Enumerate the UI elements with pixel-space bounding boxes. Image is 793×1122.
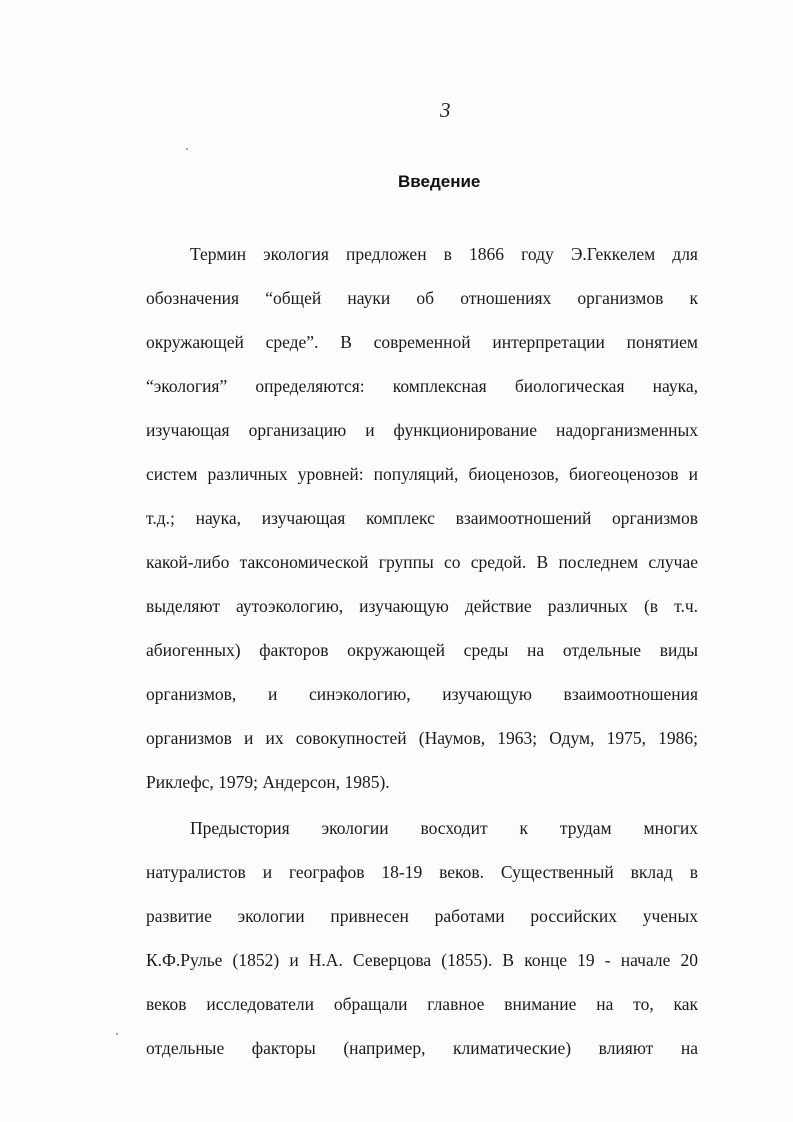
text-line: абиогенных) факторов окружающей среды на отдельные виды: [146, 640, 698, 660]
text-line: организмов и их совокупностей (Наумов, 1963; Одум, 1975, 1986;: [146, 728, 698, 748]
text-line: развитие экологии привнесен работами российских ученых: [146, 906, 698, 926]
text-line: “экология” определяются: комплексная биологическая наука,: [146, 376, 698, 396]
scan-speck: [116, 1033, 118, 1035]
scan-speck: [186, 148, 188, 150]
text-line: Риклефс, 1979; Андерсон, 1985).: [146, 772, 390, 792]
text-line: веков исследователи обращали главное внимание на то, как: [146, 994, 698, 1014]
text-line: организмов, и синэкологию, изучающую взаимоотношения: [146, 684, 698, 704]
text-line: натуралистов и географов 18-19 веков. Существенный вклад в: [146, 862, 698, 882]
text-line: Предыстория экологии восходит к трудам многих: [190, 818, 698, 838]
text-line: К.Ф.Рулье (1852) и Н.А. Северцова (1855). В конце 19 - начале 20: [146, 950, 698, 970]
text-line: какой-либо таксономической группы со средой. В последнем случае: [146, 552, 698, 572]
text-line: Термин экология предложен в 1866 году Э.Геккелем для: [190, 244, 698, 264]
section-heading: Введение: [398, 172, 481, 191]
text-line: обозначения “общей науки об отношениях организмов к: [146, 288, 698, 308]
text-line: систем различных уровней: популяций, биоценозов, биогеоценозов и: [146, 464, 698, 484]
paragraph-2: [146, 806, 698, 1070]
text-line: выделяют аутоэкологию, изучающую действие различных (в т.ч.: [146, 596, 698, 616]
paragraph-1: [146, 232, 698, 804]
text-line: отдельные факторы (например, климатические) влияют на: [146, 1038, 698, 1058]
text-line: окружающей среде”. В современной интерпретации понятием: [146, 332, 698, 352]
text-line: т.д.; наука, изучающая комплекс взаимоотношений организмов: [146, 508, 698, 528]
text-line: изучающая организацию и функционирование надорганизменных: [146, 420, 698, 440]
page-number-text: 3: [440, 98, 451, 122]
